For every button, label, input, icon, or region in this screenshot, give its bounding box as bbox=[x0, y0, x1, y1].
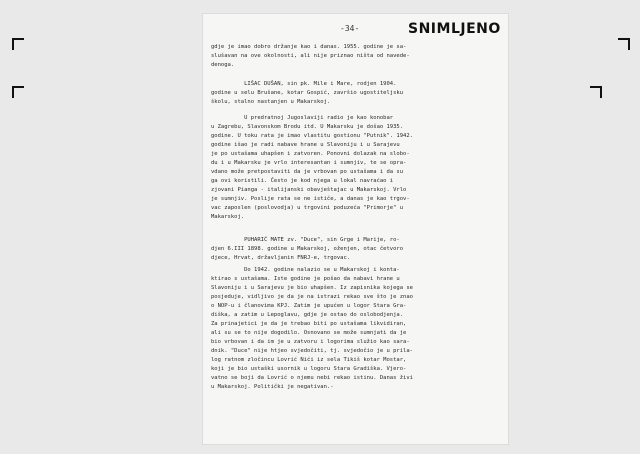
text-line: posjeduje, vidljivo je da je na istrazi rekao sve što je znao bbox=[211, 294, 413, 300]
text-line: u Makarskoj. Politički je negativan.- bbox=[211, 384, 334, 390]
text-line: školu, stalno nastanjen u Makarskoj. bbox=[211, 99, 331, 105]
text-line: ktirao s ustašama. Iste godine je pošao da nabavi hrane u bbox=[211, 276, 400, 282]
text-line: vac zaposlen (poslovodja) u trgovini poduzeća "Primorje" u bbox=[211, 205, 404, 211]
text-line: zjovani Pianga - italijanski obavještajac u Makarskoj. Vrlo bbox=[211, 187, 407, 193]
text-line: Makarskoj. bbox=[211, 214, 245, 220]
text-line: godine išao je radi nabave hrane u Slavoniju i u Sarajevu bbox=[211, 142, 400, 148]
text-line: u Zagrebu, Slavonskom Brodu itd. U Makarsku je došao 1935. bbox=[211, 124, 404, 130]
text-line: gdje je imao dobro držanje kao i danas. 1955. godine je sa- bbox=[211, 44, 407, 50]
crop-mark-top-right bbox=[618, 38, 630, 50]
crop-mark-middle-left bbox=[12, 86, 24, 98]
text-line: djen 6.III 1898. godine u Makarskoj, oženjen, otac četvoro bbox=[211, 246, 404, 252]
text-line: vdano može pretpostaviti da je vrbovan po ustašama i da su bbox=[211, 169, 404, 175]
text-line: o NOP-u i članovima KPJ. Zatim je upućen u logor Stara Gra- bbox=[211, 303, 407, 309]
text-line: Slavoniju i u Sarajevu je bio uhapšen. Iz zapisnika kojega se bbox=[211, 285, 413, 291]
text-line: dnik. "Duce" nije htjeo svjedočiti, tj. svjedočio je u prila- bbox=[211, 348, 413, 354]
text-line: log ratnom zločincu Lovrić Nići iz sela Tikiš kotar Mostar, bbox=[211, 357, 407, 363]
text-line: ga ovi koristili. Često je kod njega u lokal navraćao i bbox=[211, 178, 394, 184]
text-line: du i u Makarsku je vrlo interesantan i sumnjiv, te se opra- bbox=[211, 160, 407, 166]
text-line: LIŠAC DUŠAN, sin pk. Mile i Mare, rodjen 1904. bbox=[211, 81, 397, 87]
crop-mark-middle-right bbox=[590, 86, 602, 98]
crop-mark-top-left bbox=[12, 38, 24, 50]
text-line: PUHARIĆ MATE zv. "Duce", sin Grge i Marije, ro- bbox=[211, 237, 400, 243]
text-line: vatno se boji da Lovrić o njemu nebi rekao istinu. Danas živi bbox=[211, 375, 413, 381]
text-line: je sumnjiv. Poslije rata se ne ističe, a danas je kao trgov- bbox=[211, 196, 410, 202]
page-number: -34- bbox=[340, 24, 360, 33]
text-line: slušavan na ove okolnosti, ali nije priznao ništa od navede- bbox=[211, 53, 410, 59]
text-line: koji je bio ustaški usornik u logoru Stara Gradiška. Vjero- bbox=[211, 366, 407, 372]
text-line: denoga. bbox=[211, 62, 235, 68]
text-line: bio vrbovan i da im je u zatvoru i logorima služio kao sara- bbox=[211, 339, 410, 345]
text-line: godine. U toku rata je imao vlastitu gostionu "Putnik". 1942. bbox=[211, 133, 413, 139]
text-line: Za prinajetici je da je trebao biti po ustašama likvidiran, bbox=[211, 321, 407, 327]
text-line: U predratnoj Jugoslaviji radio je kao konobar bbox=[211, 115, 394, 121]
text-line: ali su se to nije dogodilo. Osnovano se može sumnjati da je bbox=[211, 330, 407, 336]
snimljeno-stamp: SNIMLJENO bbox=[408, 21, 501, 37]
text-line: godine u selu Brušane, kotar Gospić, završio ugostiteljsku bbox=[211, 90, 404, 96]
text-line: Do 1942. godine nalazio se u Makarskoj i konta- bbox=[211, 267, 400, 273]
text-line: djece, Hrvat, državljanin FNRJ-e, trgovac. bbox=[211, 255, 351, 261]
text-line: diška, a zatim u Lepoglavu, gdje je ostao do oslobodjenja. bbox=[211, 312, 404, 318]
text-line: je po ustašama uhapšen i zatvoren. Ponovni dolazak na slobo- bbox=[211, 151, 410, 157]
